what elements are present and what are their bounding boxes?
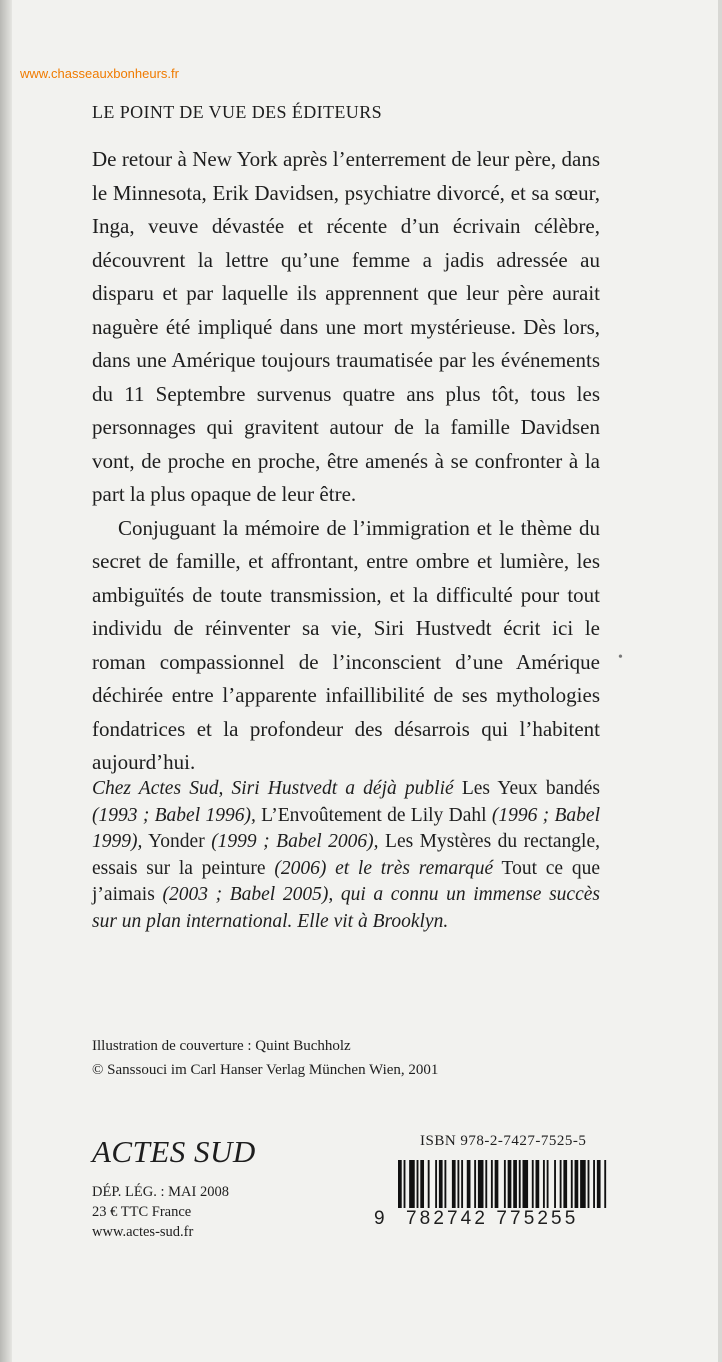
publications-segment: (1996 ; Babel 1999), xyxy=(92,804,600,852)
publications-segment: Yonder xyxy=(148,831,212,852)
blurb-text xyxy=(92,143,600,780)
publications-segment: Tout ce que j’aimais xyxy=(92,857,600,905)
legal-info xyxy=(92,1182,229,1242)
legal-deposit: DÉP. LÉG. : MAI 2008 xyxy=(92,1184,229,1200)
illustration-credit: Illustration de couverture : Quint Buchholz xyxy=(92,1038,351,1054)
page-right-edge xyxy=(718,0,722,1362)
author-publications xyxy=(92,776,600,935)
margin-mark: • xyxy=(618,650,623,665)
barcode-digits: 782742 775255 xyxy=(398,1208,616,1230)
watermark-link[interactable]: www.chasseauxbonheurs.fr xyxy=(20,66,179,81)
publications-segment: Chez Actes Sud, Siri Hustvedt a déjà publié xyxy=(92,778,454,799)
section-heading: LE POINT DE VUE DES ÉDITEURS xyxy=(92,102,383,122)
publications-segment: (2006) et le très remarqué xyxy=(274,857,494,879)
isbn-number: ISBN 978-2-7427-7525-5 xyxy=(420,1133,587,1149)
blurb-paragraph: Conjuguant la mémoire de l’immigration et le thème du secret de famille, et affrontant, entre ombre et lumière, les ambiguïtés de toute transmission, et la difficulté pour tout individu de réinventer sa vie, Siri Hustvedt écrit ici le roman compassionnel de l’inconscient d’une Amérique déchirée entre l’apparente infaillibilité de ses mythologies fondatrices et la profondeur des désarrois qui l’habitent aujourd’hui. xyxy=(92,515,600,774)
publications-segment: Les Yeux bandés xyxy=(461,778,600,799)
copyright-notice: © Sanssouci im Carl Hanser Verlag München Wien, 2001 xyxy=(92,1062,439,1078)
publications-segment: (2003 ; Babel 2005), qui a connu un immense succès sur un plan international. Elle vit à Brooklyn. xyxy=(92,884,600,932)
publications-segment: (1993 ; Babel 1996), xyxy=(92,804,256,826)
barcode-first-digit: 9 xyxy=(374,1208,385,1229)
blurb-paragraph: De retour à New York après l’enterrement de leur père, dans le Minnesota, Erik Davidsen, psychiatre divorcé, et sa sœur, Inga, veuve dévastée et récente d’un écrivain célèbre, découvrent la lettre qu’une femme a jadis adressée au disparu et par laquelle ils apprennent que leur père aurait naguère été impliqué dans une mort mystérieuse. Dès lors, dans une Amérique toujours traumatisée par les événements du 11 Septembre survenus quatre ans plus tôt, tous les personnages qui gravitent autour de la famille Davidsen vont, de proche en proche, être amenés à se confronter à la part la plus opaque de leur être. xyxy=(92,147,600,506)
page-edge xyxy=(0,0,12,1362)
publisher-logo: ACTES SUD xyxy=(92,1134,256,1169)
publisher-website: www.actes-sud.fr xyxy=(92,1224,194,1240)
cover-credits xyxy=(92,1034,438,1082)
publications-segment: Les Mystères du rectangle, essais sur la peinture xyxy=(92,831,600,879)
publications-segment: L’Envoûtement de Lily Dahl xyxy=(261,804,492,826)
publications-segment: (1999 ; Babel 2006), xyxy=(211,831,379,852)
price: 23 € TTC France xyxy=(92,1204,192,1220)
barcode xyxy=(374,1160,610,1238)
